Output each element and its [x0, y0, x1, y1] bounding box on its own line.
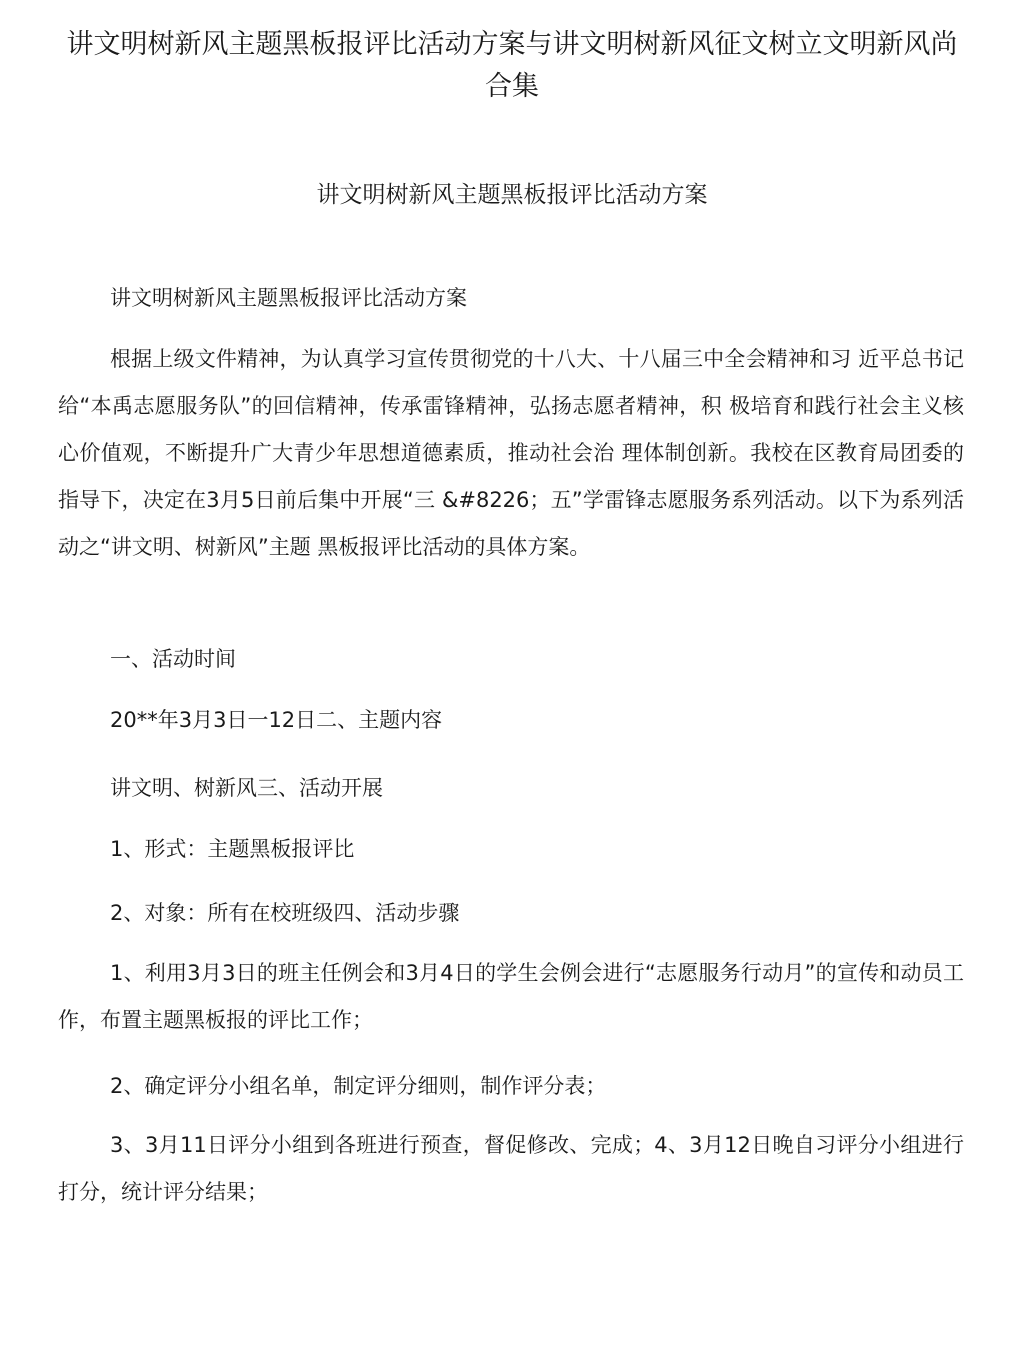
paragraph-step-3-4: 3、3月11日评分小组到各班进行预查，督促修改、完成；4、3月12日晚自习评分小组进行打分，统计评分结果；: [58, 1133, 964, 1204]
paragraph-time-heading: 一、活动时间: [110, 647, 236, 671]
paragraph-intro: 根据上级文件精神，为认真学习宣传贯彻党的十八大、十八届三中全会精神和习 近平总书记给“本禹志愿服务队”的回信精神，传承雷锋精神，弘扬志愿者精神，积 极培育和践行社会主义核心价值观，不断提升广大青少年思想道德素质，推动社会治 理体制创新。我校在区教育局团委的指导下，决定在3月5日前后集中开展“三 &#8226；五”学雷锋志愿服务系列活动。以下为系列活动之“讲文明、树新风”主题 黑板报评比活动的具体方案。: [58, 347, 964, 559]
paragraph-step-2: 2、确定评分小组名单，制定评分细则，制作评分表；: [110, 1074, 607, 1098]
paragraph-form: 1、形式：主题黑板报评比: [110, 837, 355, 861]
document-title: 讲文明树新风主题黑板报评比活动方案与讲文明树新风征文树立文明新风尚合集: [66, 29, 958, 102]
paragraph-target: 2、对象：所有在校班级四、活动步骤: [110, 901, 460, 925]
section-title: 讲文明树新风主题黑板报评比活动方案: [316, 182, 708, 208]
paragraph-theme: 讲文明、树新风三、活动开展: [110, 776, 383, 800]
paragraph-time-content: 20**年3月3日一12日二、主题内容: [110, 708, 443, 732]
paragraph-heading: 讲文明树新风主题黑板报评比活动方案: [110, 286, 467, 310]
paragraph-step-1: 1、利用3月3日的班主任例会和3月4日的学生会例会进行“志愿服务行动月”的宣传和动员工作，布置主题黑板报的评比工作；: [58, 961, 964, 1032]
